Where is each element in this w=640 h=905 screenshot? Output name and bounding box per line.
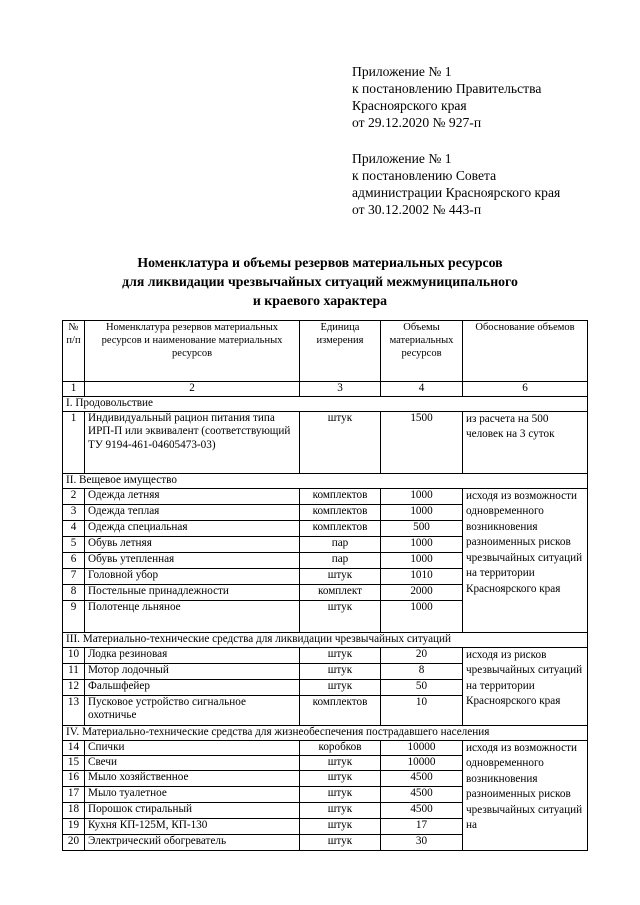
row-num: 15 <box>63 755 85 770</box>
row-volume: 50 <box>381 679 463 695</box>
row-volume: 20 <box>381 647 463 663</box>
row-name: Мыло туалетное <box>85 786 300 802</box>
appendix-2-line: Приложение № 1 <box>352 151 452 166</box>
appendix-1-line: к постановлению Правительства <box>352 81 542 96</box>
row-name: Лодка резиновая <box>85 647 300 663</box>
table-row <box>63 488 588 504</box>
row-unit: штук <box>300 600 381 632</box>
row-num: 6 <box>63 552 85 568</box>
column-number-row <box>63 382 588 397</box>
row-basis: исходя из возможности одновременного возникновения разноименных рисков чрезвычайных ситуаций на <box>463 740 588 850</box>
row-name: Электрический обогреватель <box>85 834 300 850</box>
row-volume: 8 <box>381 663 463 679</box>
row-num: 1 <box>63 411 85 473</box>
section-title: IV. Материально-технические средства для жизнеобеспечения пострадавшего населения <box>63 725 588 740</box>
row-num: 13 <box>63 695 85 725</box>
row-volume: 1000 <box>381 488 463 504</box>
row-volume: 4500 <box>381 786 463 802</box>
row-name: Обувь утепленная <box>85 552 300 568</box>
section-title: I. Продовольствие <box>63 396 588 411</box>
row-basis: исходя из возможности одновременного возникновения разноименных рисков чрезвычайных ситуаций на территории Красноярского края <box>463 488 588 632</box>
row-volume: 1010 <box>381 568 463 584</box>
row-num: 17 <box>63 786 85 802</box>
row-unit: штук <box>300 663 381 679</box>
row-name: Обувь летняя <box>85 536 300 552</box>
row-basis: исходя из рисков чрезвычайных ситуаций на территории Красноярского края <box>463 647 588 725</box>
row-volume: 1000 <box>381 536 463 552</box>
section-row <box>63 396 588 411</box>
row-num: 12 <box>63 679 85 695</box>
appendix-1-block <box>352 63 541 131</box>
row-volume: 1500 <box>381 411 463 473</box>
row-volume: 4500 <box>381 802 463 818</box>
row-unit: штук <box>300 802 381 818</box>
column-number: 6 <box>463 382 588 397</box>
column-number: 2 <box>85 382 300 397</box>
row-unit: комплектов <box>300 695 381 725</box>
row-unit: штук <box>300 755 381 770</box>
appendix-1-line: Приложение № 1 <box>352 64 452 79</box>
header-volume: Объемы материальных ресурсов <box>381 321 463 382</box>
row-unit: комплектов <box>300 504 381 520</box>
row-num: 5 <box>63 536 85 552</box>
row-volume: 500 <box>381 520 463 536</box>
title-line: и краевого характера <box>252 293 388 308</box>
row-volume: 1000 <box>381 504 463 520</box>
appendix-1-line: от 29.12.2020 № 927-п <box>352 115 482 130</box>
appendix-2-line: к постановлению Совета <box>352 168 497 183</box>
table-row <box>63 411 588 473</box>
table-header-row <box>63 321 588 382</box>
table-row <box>63 647 588 663</box>
row-unit: штук <box>300 786 381 802</box>
row-unit: штук <box>300 679 381 695</box>
row-volume: 1000 <box>381 552 463 568</box>
section-row <box>63 473 588 488</box>
document-title <box>60 253 580 310</box>
column-number: 4 <box>381 382 463 397</box>
row-volume: 17 <box>381 818 463 834</box>
row-num: 18 <box>63 802 85 818</box>
row-unit: штук <box>300 834 381 850</box>
row-num: 14 <box>63 740 85 755</box>
row-name: Полотенце льняное <box>85 600 300 632</box>
row-unit: штук <box>300 568 381 584</box>
row-name: Пусковое устройство сигнальное охотничье <box>85 695 300 725</box>
appendix-1-line: Красноярского края <box>352 98 467 113</box>
section-row <box>63 632 588 647</box>
resources-table <box>62 320 588 851</box>
row-unit: комплектов <box>300 488 381 504</box>
row-unit: коробков <box>300 740 381 755</box>
column-number: 3 <box>300 382 381 397</box>
column-number: 1 <box>63 382 85 397</box>
row-volume: 10 <box>381 695 463 725</box>
row-name: Мотор лодочный <box>85 663 300 679</box>
row-volume: 30 <box>381 834 463 850</box>
section-title: III. Материально-технические средства для ликвидации чрезвычайных ситуаций <box>63 632 588 647</box>
row-unit: комплектов <box>300 520 381 536</box>
row-basis: из расчета на 500 человек на 3 суток <box>463 411 588 473</box>
row-num: 3 <box>63 504 85 520</box>
row-name: Порошок стиральный <box>85 802 300 818</box>
row-name: Одежда теплая <box>85 504 300 520</box>
row-unit: штук <box>300 647 381 663</box>
appendix-2-line: от 30.12.2002 № 443-п <box>352 202 482 217</box>
section-title: II. Вещевое имущество <box>63 473 588 488</box>
appendix-2-block <box>352 150 560 218</box>
row-volume: 10000 <box>381 755 463 770</box>
row-unit: комплект <box>300 584 381 600</box>
header-num: № п/п <box>63 321 85 382</box>
header-name: Номенклатура резервов материальных ресурсов и наименование материальных ресурсов <box>85 321 300 382</box>
row-num: 11 <box>63 663 85 679</box>
row-name: Фальшфейер <box>85 679 300 695</box>
section-row <box>63 725 588 740</box>
row-name: Головной убор <box>85 568 300 584</box>
appendix-2-line: администрации Красноярского края <box>352 185 561 200</box>
row-unit: штук <box>300 818 381 834</box>
row-num: 20 <box>63 834 85 850</box>
row-num: 8 <box>63 584 85 600</box>
row-name: Одежда специальная <box>85 520 300 536</box>
row-volume: 2000 <box>381 584 463 600</box>
row-num: 2 <box>63 488 85 504</box>
row-name: Спички <box>85 740 300 755</box>
row-name: Постельные принадлежности <box>85 584 300 600</box>
row-unit: штук <box>300 411 381 473</box>
row-unit: пар <box>300 536 381 552</box>
row-num: 16 <box>63 770 85 786</box>
row-num: 9 <box>63 600 85 632</box>
row-name: Одежда летняя <box>85 488 300 504</box>
row-unit: пар <box>300 552 381 568</box>
row-unit: штук <box>300 770 381 786</box>
row-num: 4 <box>63 520 85 536</box>
row-name: Индивидуальный рацион питания типа ИРП-П или эквивалент (соответствующий ТУ 9194-461-04605473-03) <box>85 411 300 473</box>
row-volume: 10000 <box>381 740 463 755</box>
title-line: Номенклатура и объемы резервов материальных ресурсов <box>137 255 503 270</box>
row-name: Свечи <box>85 755 300 770</box>
row-num: 10 <box>63 647 85 663</box>
row-num: 7 <box>63 568 85 584</box>
title-line: для ликвидации чрезвычайных ситуаций межмуниципального <box>122 274 518 289</box>
row-num: 19 <box>63 818 85 834</box>
row-name: Мыло хозяйственное <box>85 770 300 786</box>
header-unit: Единица измерения <box>300 321 381 382</box>
row-name: Кухня КП-125М, КП-130 <box>85 818 300 834</box>
row-volume: 4500 <box>381 770 463 786</box>
header-basis: Обоснование объемов <box>463 321 588 382</box>
table-row <box>63 740 588 755</box>
row-volume: 1000 <box>381 600 463 632</box>
